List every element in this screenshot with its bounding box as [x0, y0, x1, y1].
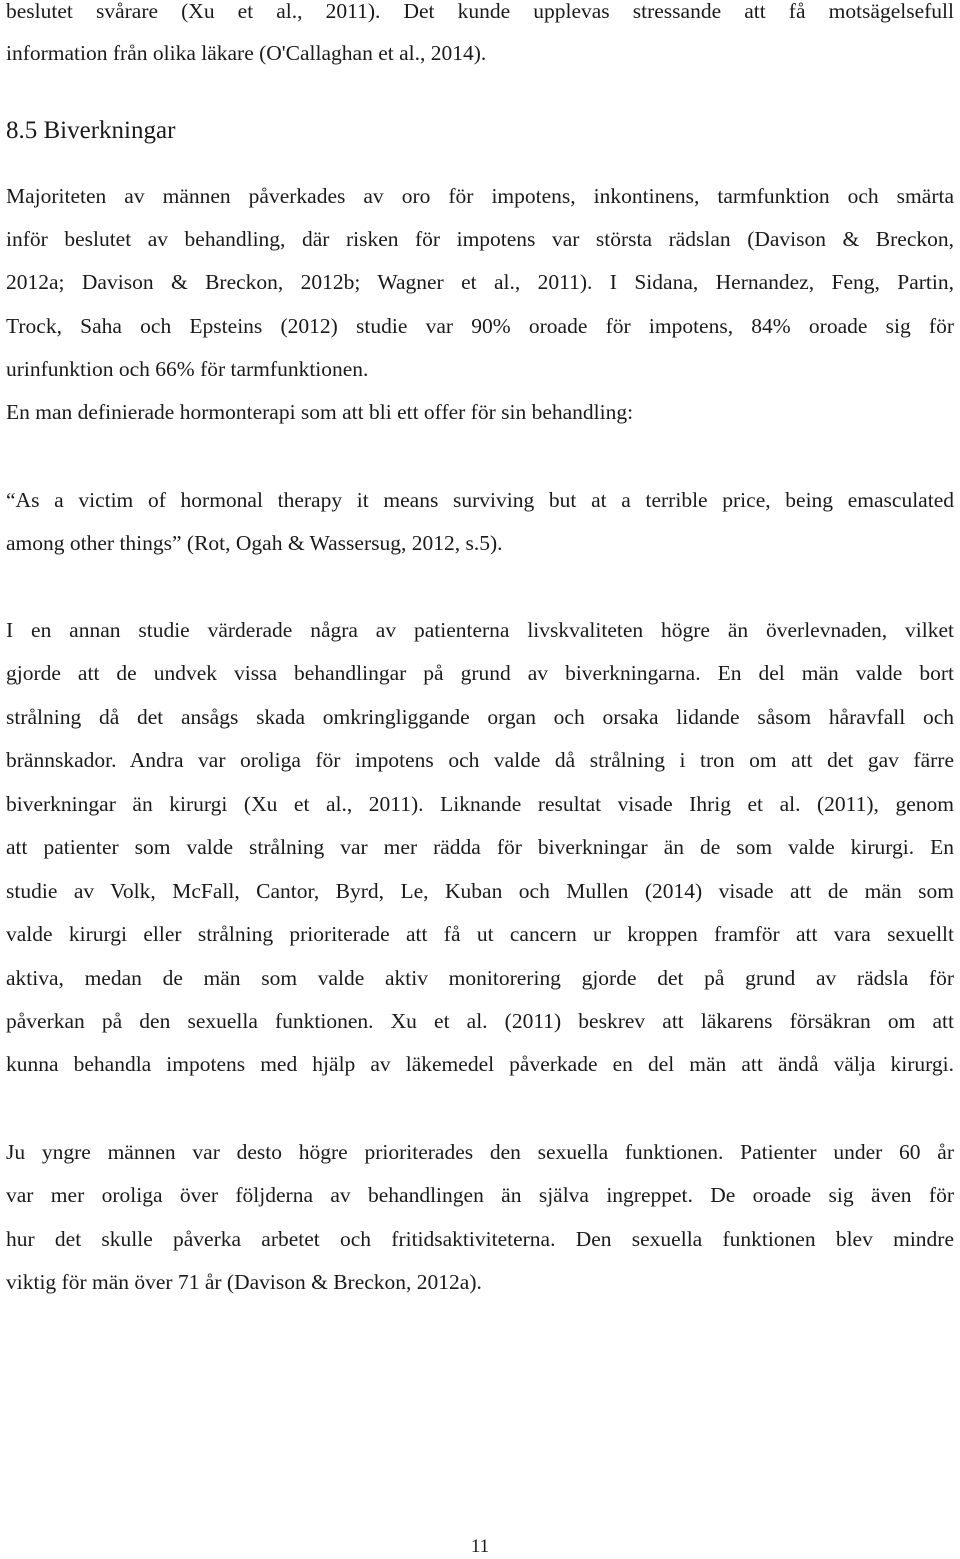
quote-line: “As a victim of hormonal therapy it means surviving but at a terrible price, being emasculated: [6, 488, 954, 512]
paragraph-line: biverkningar än kirurgi (Xu et al., 2011). Liknande resultat visade Ihrig et al. (2011), genom: [6, 792, 954, 816]
paragraph-line: 2012a; Davison & Breckon, 2012b; Wagner et al., 2011). I Sidana, Hernandez, Feng, Partin,: [6, 270, 954, 294]
section-heading: 8.5 Biverkningar: [6, 117, 176, 144]
paragraph-line: viktig för män över 71 år (Davison & Breckon, 2012a).: [6, 1270, 482, 1294]
paragraph-line: strålning då det ansågs skada omkringliggande organ och orsaka lidande såsom håravfall och: [6, 705, 954, 729]
paragraph-line: studie av Volk, McFall, Cantor, Byrd, Le, Kuban och Mullen (2014) visade att de män som: [6, 879, 954, 903]
intro-line: information från olika läkare (O'Callaghan et al., 2014).: [6, 41, 487, 65]
intro-line: beslutet svårare (Xu et al., 2011). Det kunde upplevas stressande att få motsägelsefull: [6, 0, 954, 23]
paragraph-line: inför beslutet av behandling, där risken för impotens var största rädslan (Davison & Breckon,: [6, 227, 954, 251]
paragraph-line: En man definierade hormonterapi som att bli ett offer för sin behandling:: [6, 400, 634, 424]
paragraph-line: att patienter som valde strålning var mer rädda för biverkningar än de som valde kirurgi. En: [6, 835, 954, 859]
page-number: 11: [470, 1536, 490, 1557]
paragraph-line: Ju yngre männen var desto högre prioriterades den sexuella funktionen. Patienter under 60 år: [6, 1140, 954, 1164]
paragraph-line: I en annan studie värderade några av patienterna livskvaliteten högre än överlevnaden, vilket: [6, 618, 954, 642]
paragraph-line: hur det skulle påverka arbetet och fritidsaktiviteterna. Den sexuella funktionen blev mindre: [6, 1227, 954, 1251]
paragraph-line: Trock, Saha och Epsteins (2012) studie var 90% oroade för impotens, 84% oroade sig för: [6, 314, 954, 338]
paragraph-line: gjorde att de undvek vissa behandlingar på grund av biverkningarna. En del män valde bort: [6, 661, 954, 685]
paragraph-line: valde kirurgi eller strålning prioriterade att få ut cancern ur kroppen framför att vara sexuellt: [6, 922, 954, 946]
paragraph-line: kunna behandla impotens med hjälp av läkemedel påverkade en del män att ändå välja kirurgi.: [6, 1052, 954, 1076]
paragraph-line: Majoriteten av männen påverkades av oro för impotens, inkontinens, tarmfunktion och smärta: [6, 184, 954, 208]
quote-line: among other things” (Rot, Ogah & Wassersug, 2012, s.5).: [6, 531, 503, 555]
paragraph-line: påverkan på den sexuella funktionen. Xu et al. (2011) beskrev att läkarens försäkran om att: [6, 1009, 954, 1033]
paragraph-line: aktiva, medan de män som valde aktiv monitorering gjorde det på grund av rädsla för: [6, 966, 954, 990]
paragraph-line: var mer oroliga över följderna av behandlingen än själva ingreppet. De oroade sig även för: [6, 1183, 954, 1207]
paragraph-line: urinfunktion och 66% för tarmfunktionen.: [6, 357, 369, 381]
paragraph-line: brännskador. Andra var oroliga för impotens och valde då strålning i tron om att det gav färre: [6, 748, 954, 772]
